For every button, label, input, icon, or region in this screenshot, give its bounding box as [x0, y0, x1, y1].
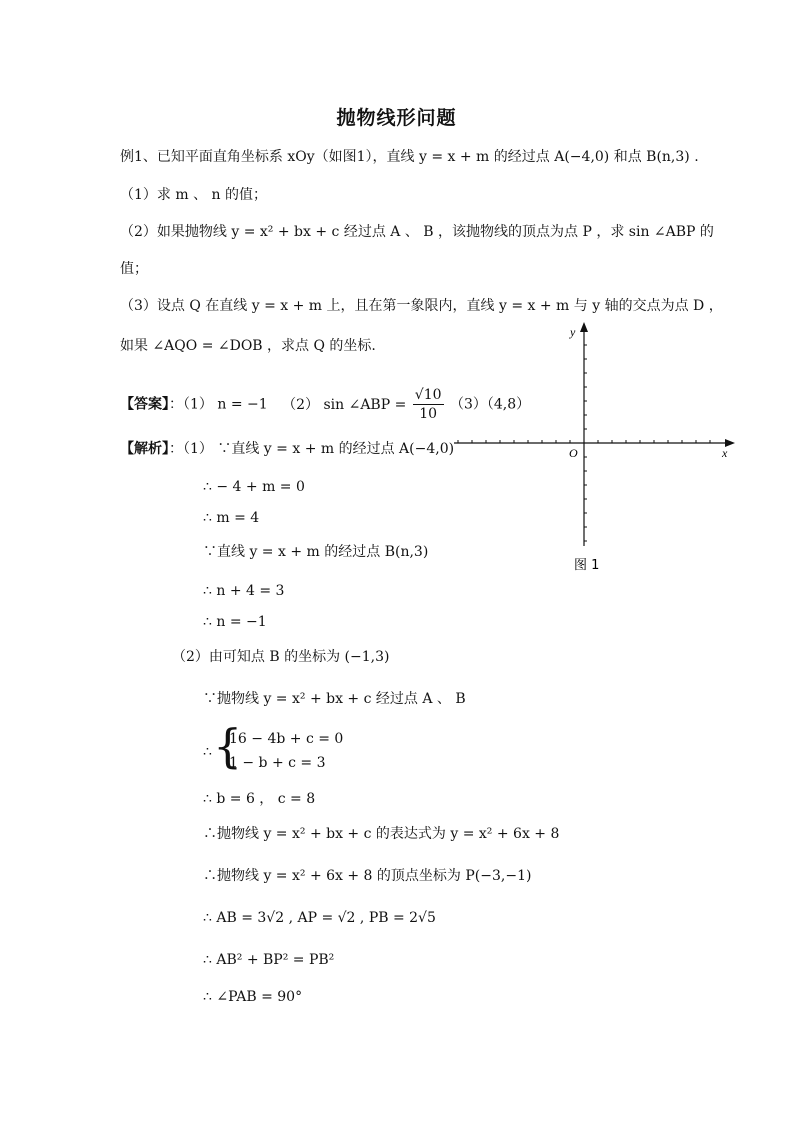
step-13: ∴ ∠PAB = 90° — [203, 989, 303, 1005]
step-6: ∵抛物线 y = x² + bx + c 经过点 A 、 B — [203, 691, 466, 707]
brace-symbol: { — [213, 719, 243, 773]
step-12: ∴ AB² + BP² = PB² — [203, 952, 335, 968]
answer-part1: ：（1） n = −1 — [169, 396, 268, 413]
equation-system — [203, 719, 403, 777]
step-10: ∴抛物线 y = x² + 6x + 8 的顶点坐标为 P(−3,−1) — [203, 868, 532, 884]
step-4: ∴ n + 4 = 3 — [203, 583, 285, 599]
system-eq1: 16 − 4b + c = 0 — [229, 731, 344, 747]
question-3-line1: （3）设点 Q 在直线 y = x + m 上，且在第一象限内，直线 y = x + m 与 y 轴的交点为点 D ， — [120, 298, 723, 314]
step-11: ∴ AB = 3√2 , AP = √2 , PB = 2√5 — [203, 910, 436, 926]
origin-label: O — [569, 446, 578, 460]
y-axis-label: y — [570, 325, 576, 339]
system-eq2: 1 − b + c = 3 — [229, 755, 326, 771]
analysis-part1-head: ：（1） ∵直线 y = x + m 的经过点 A(−4,0) — [169, 441, 455, 457]
question-1: （1）求 m 、 n 的值； — [120, 187, 267, 203]
question-2-line2: 值； — [120, 261, 148, 277]
fraction-numerator: √10 — [414, 387, 442, 403]
problem-intro: 例1、已知平面直角坐标系 xOy（如图1），直线 y = x + m 的经过点 A(−4,0) 和点 B(n,3) . — [120, 149, 699, 165]
figure-caption: 图 1 — [574, 558, 600, 573]
step-9: ∴抛物线 y = x² + bx + c 的表达式为 y = x² + 6x + 8 — [203, 826, 560, 842]
answer-part2: （2） sin ∠ABP = — [282, 396, 407, 413]
step-8: ∴ b = 6 ， c = 8 — [203, 791, 316, 807]
therefore-symbol: ∴ — [203, 744, 212, 760]
step-3: ∵直线 y = x + m 的经过点 B(n,3) — [203, 544, 429, 560]
page-title: 抛物线形问题 — [336, 107, 457, 129]
y-axis-arrow — [580, 322, 588, 332]
answer-fraction — [413, 386, 444, 423]
question-2-line1: （2）如果抛物线 y = x² + bx + c 经过点 A 、 B ，该抛物线的顶点为点 P ，求 sin ∠ABP 的 — [120, 224, 714, 240]
coordinate-figure — [454, 318, 744, 578]
analysis-head — [120, 439, 454, 459]
question-3-line2: 如果 ∠AQO = ∠DOB ，求点 Q 的坐标. — [120, 338, 376, 354]
answer-part3: （3）（4,8） — [449, 396, 531, 413]
step-5: ∴ n = −1 — [203, 614, 267, 630]
step-2: ∴ m = 4 — [203, 510, 260, 526]
answer-label: 【答案】 — [120, 396, 169, 413]
analysis-part2-head: （2）由可知点 B 的坐标为 (−1,3) — [172, 649, 390, 665]
step-1: ∴ − 4 + m = 0 — [203, 479, 305, 495]
fraction-denominator: 10 — [419, 406, 438, 422]
x-axis-label: x — [722, 446, 728, 460]
analysis-label: 【解析】 — [120, 441, 169, 457]
